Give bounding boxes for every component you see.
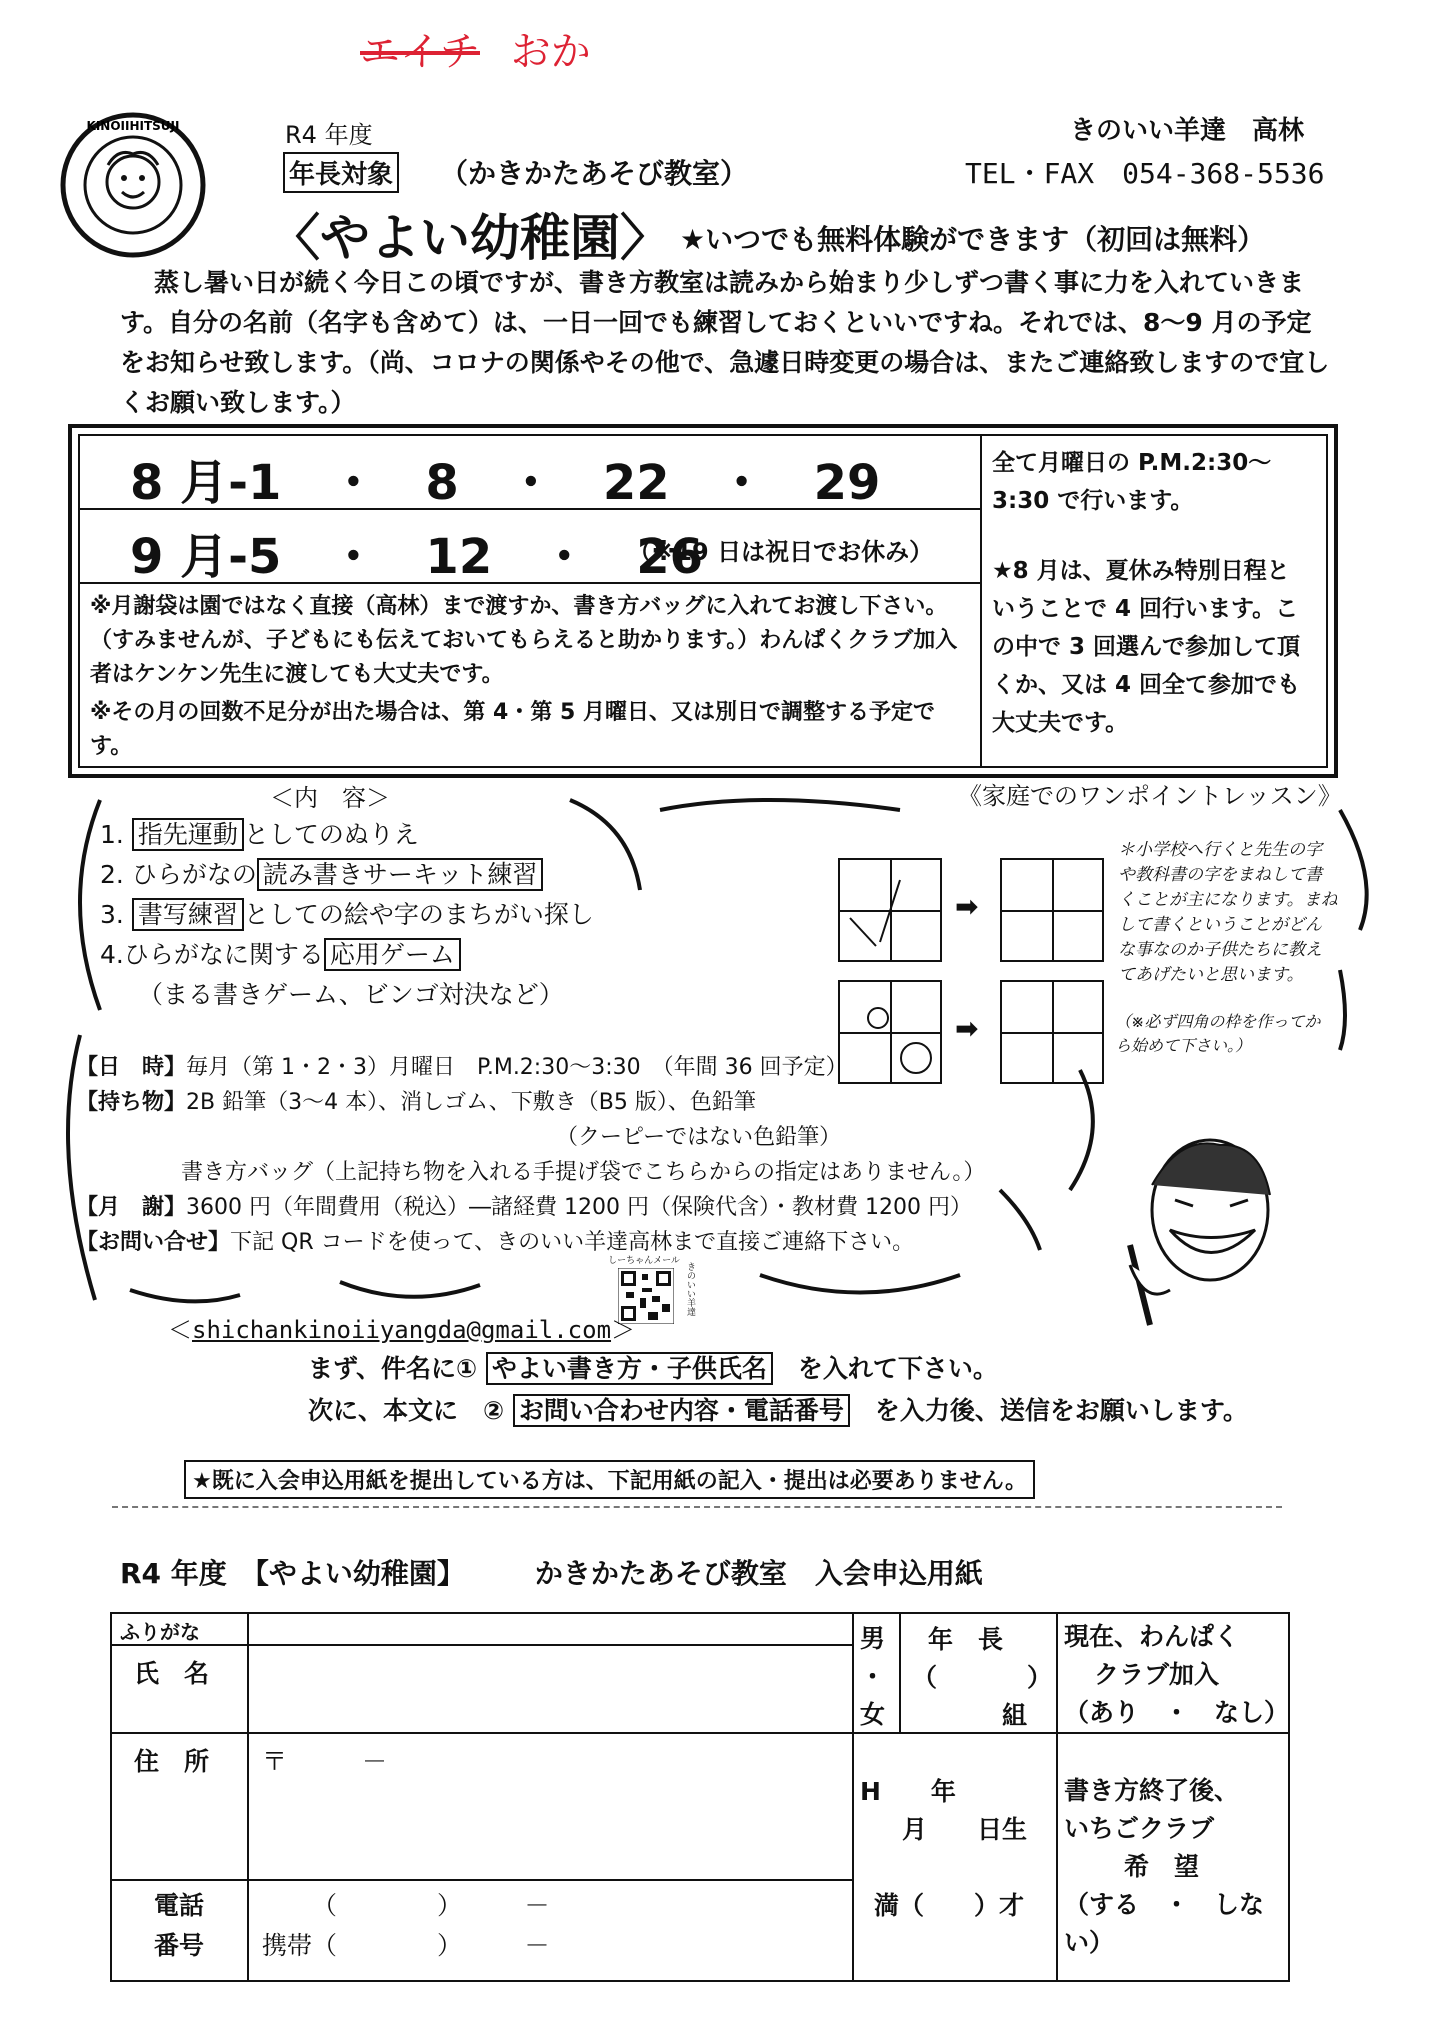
email-line: ＜shichankinoiiyangda@gmail.com＞ bbox=[168, 1316, 636, 1344]
contents-list bbox=[100, 815, 594, 1015]
application-form bbox=[110, 1612, 1290, 1982]
sheep-face-stamp-icon bbox=[58, 110, 208, 260]
intro-paragraph: 蒸し暑い日が続く今日この頃ですが、書き方教室は読みから始まり少しずつ書く事に力を入れていきます。自分の名前（名字も含めて）は、一日一回でも練習しておくといいですね。それでは、8～9 月の予定をお知らせ致します。（尚、コロナの関係やその他で、急遽日時変更の場合は、またご連絡致しますので宜しくお願い致します。） bbox=[120, 268, 1330, 417]
list-item: 4.ひらがなに関する 応用ゲーム bbox=[100, 935, 594, 975]
model-grid bbox=[838, 858, 942, 962]
class-details bbox=[76, 1050, 1036, 1260]
email-link[interactable]: shichankinoiiyangda@gmail.com bbox=[192, 1316, 612, 1344]
cut-line bbox=[112, 1506, 1282, 1508]
nencho-label: 年 長 bbox=[928, 1625, 1004, 1654]
submission-notice: ★既に入会申込用紙を提出している方は、下記用紙の記入・提出は必要ありません。 bbox=[184, 1460, 1035, 1499]
smiling-teacher-icon bbox=[1110, 1115, 1310, 1335]
right-arrow-icon: ➡ bbox=[955, 1012, 979, 1045]
wanpaku-choice[interactable]: （あり ・ なし） bbox=[1064, 1698, 1290, 1727]
class-name: （かきかたあそび教室） bbox=[440, 157, 749, 190]
list-item: 1. 指先運動 としてのぬりえ bbox=[100, 820, 419, 849]
schedule-box bbox=[68, 424, 1338, 778]
lesson-note-2: （※必ず四角の枠を作ってから始めて下さい。） bbox=[1115, 1012, 1321, 1055]
wanpaku-club: 現在、わんぱく クラブ加入 （あり ・ なし） bbox=[1064, 1618, 1288, 1732]
phone: TEL・FAX 054-368-5536 bbox=[965, 157, 1325, 190]
september-dates: 9 月-5 ・ 12 ・ 26 bbox=[130, 529, 704, 585]
schedule-time-note: 全て月曜日の P.M.2:30～3:30 で行います。 bbox=[992, 450, 1272, 514]
instruction-line-2: 次に、本文に ② お問い合わせ内容・電話番号 を入力後、送信をお願いします。 bbox=[308, 1396, 1248, 1425]
list-item: 2. ひらがなの 読み書きサーキット練習 bbox=[100, 855, 594, 895]
makeup-note: ※その月の回数不足分が出た場合は、第 4・第 5 月曜日、又は別日で調整する予定です。 bbox=[90, 700, 935, 759]
class-input[interactable]: （ ） bbox=[912, 1663, 1052, 1692]
fee-note: ※月謝袋は園ではなく直接（高林）まで渡すか、書き方バッグに入れてお渡し下さい。（すみませんが、子どもにも伝えておいてもらえると助かります。）わんぱくクラブ加入者はケンケン先生に渡しても大丈夫です。 bbox=[90, 594, 958, 687]
qr-side-label: きのいい羊達 bbox=[685, 1262, 695, 1316]
year-label: R4 年度 bbox=[285, 121, 373, 149]
fee-row: 【月 謝】3600 円（年間費用（税込）―諸経費 1200 円（保険代含）・教材費 1200 円） bbox=[76, 1195, 972, 1220]
contact-row: 【お問い合せ】下記 QR コードを使って、きのいい羊達高林まで直接ご連絡下さい。 bbox=[76, 1230, 915, 1255]
free-trial: ★いつでも無料体験ができます（初回は無料） bbox=[680, 223, 1266, 256]
september-note: （※19 日は祝日でお休み） bbox=[628, 538, 934, 566]
name-input[interactable] bbox=[250, 1647, 848, 1729]
september-row bbox=[80, 508, 980, 584]
august-row bbox=[80, 436, 980, 510]
svg-text:KINOIIHITSUJI: KINOIIHITSUJI bbox=[86, 119, 180, 133]
name-label: 氏 名 bbox=[134, 1659, 210, 1688]
kindergarten-title: 〈やよい幼稚園〉 bbox=[270, 209, 670, 267]
august-dates: 8 月-1 ・ 8 ・ 22 ・ 29 bbox=[130, 455, 881, 511]
organization: きのいい羊達 高林 bbox=[1070, 116, 1305, 146]
address-input[interactable]: 〒 － bbox=[262, 1747, 388, 1776]
right-arrow-icon: ➡ bbox=[955, 890, 979, 923]
gender-select[interactable]: 男 ・ 女 bbox=[860, 1624, 886, 1729]
handwritten-note: エイチ おか bbox=[360, 29, 591, 75]
furigana-label: ふりがな bbox=[120, 1620, 200, 1644]
target-badge: 年長対象 bbox=[283, 152, 399, 193]
august-special-note: ★8 月は、夏休み特別日程ということで 4 回行います。この中で 3 回選んで参加して頂くか、又は 4 回全て参加でも大丈夫です。 bbox=[992, 558, 1301, 736]
lesson-title: 《家庭でのワンポイントレッスン》 bbox=[958, 782, 1342, 810]
birth-year[interactable]: H 年 bbox=[860, 1777, 956, 1806]
list-item: 3. 書写練習 としての絵や字のまちがい探し bbox=[100, 900, 594, 929]
email-instructions bbox=[308, 1348, 1248, 1432]
home-phone-input[interactable]: （ ） － bbox=[312, 1891, 550, 1920]
qr-top-label: しーちゃんメール bbox=[608, 1256, 680, 1266]
lesson-note: ＊小学校へ行くと先生の字や教科書の字をまねして書くことが主になります。まねして書くということがどんな事なのか子供たちに教えてあげたいと思います。 bbox=[1118, 840, 1338, 985]
contents-title: ＜内 容＞ bbox=[270, 784, 390, 812]
furigana-input[interactable] bbox=[250, 1615, 848, 1642]
contents-sub: （まる書きゲーム、ビンゴ対決など） bbox=[138, 980, 564, 1009]
items-row: 【持ち物】2B 鉛筆（3～4 本）、消しゴム、下敷き（B5 版）、色鉛筆 bbox=[76, 1090, 756, 1115]
address-label: 住 所 bbox=[134, 1747, 210, 1776]
ichigo-club: 書き方終了後、 いちごクラブ 希 望 （する ・ しない） bbox=[1064, 1772, 1288, 1962]
bag-row: 書き方バッグ（上記持ち物を入れる手提げ袋でこちらからの指定はありません。） bbox=[181, 1160, 986, 1185]
instruction-line-1: まず、件名に① やよい書き方・子供氏名 を入れて下さい。 bbox=[308, 1354, 998, 1383]
mobile-phone-input[interactable]: 携帯（ ） － bbox=[262, 1931, 550, 1960]
form-title: R4 年度 【やよい幼稚園】 かきかたあそび教室 入会申込用紙 bbox=[120, 1557, 983, 1590]
time-row: 【日 時】毎月（第 1・2・3）月曜日 P.M.2:30～3:30 （年間 36 回予定） bbox=[76, 1055, 848, 1080]
phone-label: 電話 番号 bbox=[154, 1891, 205, 1960]
ichigo-choice[interactable]: （する ・ しない） bbox=[1064, 1890, 1265, 1957]
items-sub: （クーピーではない色鉛筆） bbox=[556, 1125, 842, 1150]
age-input[interactable]: 満（ ）才 bbox=[874, 1891, 1025, 1920]
kumi-label: 組 bbox=[1002, 1701, 1028, 1730]
birth-date[interactable]: 月 日生 bbox=[902, 1815, 1028, 1844]
logo-stamp bbox=[58, 110, 208, 260]
practice-grid bbox=[1000, 858, 1104, 962]
